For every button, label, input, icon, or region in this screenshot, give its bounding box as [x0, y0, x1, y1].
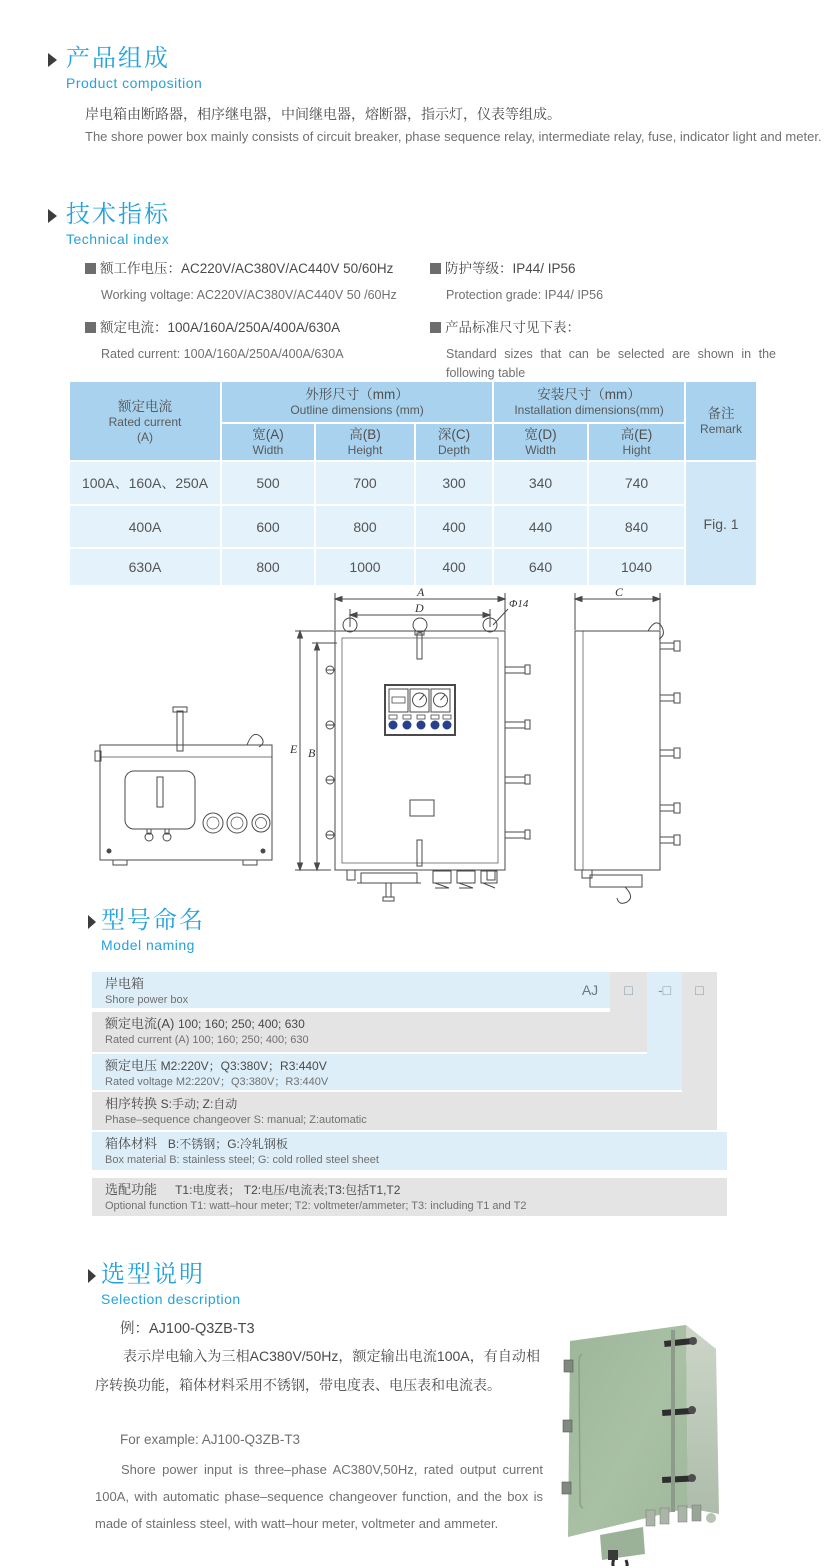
section-marker-icon: [48, 209, 57, 223]
door-knobs: [326, 666, 335, 839]
spec-en-text: Working voltage: AC220V/AC380V/AC440V 50 /60Hz: [101, 288, 397, 302]
code-box-3: □: [695, 982, 704, 998]
cell-height: 700: [316, 462, 414, 504]
selection-desc-cn: 表示岸电输入为三相AC380V/50Hz，额定输出电流100A，有自动相序转换功能，箱体材料采用不锈钢，带电度表、电压表和电流表。: [95, 1348, 540, 1393]
cell-remark: Fig. 1: [686, 462, 756, 585]
box-side-face: [686, 1325, 719, 1514]
cell-depth: 400: [416, 549, 492, 585]
naming-row-box-material: 箱体材料 B:不锈钢；G:冷轧钢板 Box material B: stainless steel; G: cold rolled steel sheet: [92, 1132, 727, 1170]
cell-install-width: 440: [494, 506, 587, 547]
model-naming-diagram: [92, 972, 752, 1217]
front-view: [289, 585, 530, 901]
spec-column-right: [430, 259, 775, 396]
naming-row-rated-voltage: 额定电压 M2:220V；Q3:380V；R3:440V Rated voltage M2:220V；Q3:380V；R3:440V: [92, 1054, 682, 1090]
cell-install-width: 640: [494, 549, 587, 585]
dimension-table: [68, 380, 758, 587]
dim-label-d: D: [415, 601, 424, 615]
code-box-2: -□: [657, 982, 672, 998]
dim-label-b: B: [308, 746, 316, 760]
cell-depth: 300: [416, 462, 492, 504]
plan-view: [95, 707, 272, 865]
selection-example-cn: 例：AJ100-Q3ZB-T3: [120, 1321, 255, 1337]
cell-height: 1000: [316, 549, 414, 585]
section-selection-heading: [88, 1262, 241, 1307]
cell-rated-current: 630A: [70, 549, 220, 585]
spec-cn-text: 产品标准尺寸见下表：: [445, 320, 580, 335]
subheader-height-b: 高(B) Height: [316, 424, 414, 460]
section-marker-icon: [88, 1269, 96, 1283]
bullet-square-icon: [85, 322, 96, 333]
spec-item: [430, 259, 775, 305]
dim-label-hole: Φ14: [509, 598, 529, 610]
cell-install-height: 840: [589, 506, 684, 547]
section-model-naming-heading: [88, 908, 205, 953]
naming-row-phase-sequence: 相序转换 S:手动; Z:自动 Phase–sequence changeover S: manual; Z:automatic: [92, 1092, 717, 1130]
spec-item: [85, 318, 430, 364]
section-marker-icon: [48, 53, 57, 67]
code-prefix: AJ: [581, 982, 599, 998]
cell-rated-current: 100A、160A、250A: [70, 462, 220, 504]
subheader-width-a: 宽(A) Width: [222, 424, 314, 460]
group-header-outline: 外形尺寸（mm） Outline dimensions (mm): [222, 382, 492, 422]
section-title-en: Technical index: [66, 231, 170, 248]
spec-item: [430, 318, 775, 383]
side-latches: [660, 641, 680, 845]
door-latches: [505, 665, 530, 839]
bullet-square-icon: [430, 322, 441, 333]
selection-example-en: For example: AJ100-Q3ZB-T3: [120, 1432, 301, 1447]
spec-cn-text: 额定电流：100A/160A/250A/400A/630A: [100, 320, 341, 335]
bullet-square-icon: [85, 263, 96, 274]
spec-cn-text: 额工作电压：AC220V/AC380V/AC440V 50/60Hz: [100, 261, 394, 276]
section-marker-icon: [88, 915, 96, 929]
subheader-height-e: 高(E) Hight: [589, 424, 684, 460]
cell-install-height: 740: [589, 462, 684, 504]
section-title-cn: 产品组成: [66, 45, 170, 72]
subheader-width-d: 宽(D) Width: [494, 424, 587, 460]
naming-row-rated-current: 额定电流(A) 100; 160; 250; 400; 630 Rated current (A) 100; 160; 250; 400; 630: [92, 1012, 647, 1052]
cell-install-height: 1040: [589, 549, 684, 585]
code-box-1: □: [624, 982, 633, 998]
section-title-cn: 型号命名: [101, 907, 205, 934]
side-view: [575, 585, 680, 903]
dim-label-a: A: [417, 585, 425, 599]
table-row: [70, 506, 756, 547]
dim-label-e: E: [290, 742, 298, 756]
cell-install-width: 340: [494, 462, 587, 504]
spec-en-text: Standard sizes that can be selected are shown in the following table: [446, 347, 776, 380]
cell-width: 500: [222, 462, 314, 504]
cell-width: 800: [222, 549, 314, 585]
section-title-cn: 选型说明: [101, 1261, 205, 1288]
meter-panel: [385, 685, 455, 735]
bullet-square-icon: [430, 263, 441, 274]
product-photo: [548, 1292, 812, 1566]
section-title-en: Product composition: [66, 75, 203, 92]
group-header-install: 安装尺寸（mm） Installation dimensions(mm): [494, 382, 684, 422]
subheader-depth-c: 深(C) Depth: [416, 424, 492, 460]
dim-label-c: C: [615, 585, 624, 599]
col-header-remark: 备注 Remark: [686, 382, 756, 460]
cell-width: 600: [222, 506, 314, 547]
table-row: [70, 549, 756, 585]
spec-en-text: Protection grade: IP44/ IP56: [446, 288, 604, 302]
box-front-face: [568, 1325, 688, 1537]
naming-row-optional-function: 选配功能 T1:电度表； T2:电压/电流表;T3:包括T1,T2 Optional function T1: watt–hour meter; T2: voltmeter/ammeter; T3: including T1 and T2: [92, 1178, 727, 1216]
section-title-en: Selection description: [101, 1291, 241, 1308]
spec-item: [85, 259, 430, 305]
spec-en-text: Rated current: 100A/160A/250A/400A/630A: [101, 347, 344, 361]
spec-cn-text: 防护等级：IP44/ IP56: [445, 261, 576, 276]
technical-drawing: [85, 585, 745, 905]
section-technical-index-heading: [48, 202, 170, 247]
col-header-rated-current: 额定电流 Rated current (A): [70, 382, 220, 460]
selection-desc-en: Shore power input is three–phase AC380V,50Hz, rated output current 100A, with automatic phase–sequence changeover function, and the box is made of stainless steel, with watt–hour meter, voltmeter and ammeter.: [95, 1462, 543, 1531]
composition-text-en: The shore power box mainly consists of circuit breaker, phase sequence relay, intermediate relay, fuse, indicator light and meter.: [85, 129, 822, 144]
section-title-cn: 技术指标: [66, 201, 170, 228]
spec-column-left: [85, 259, 430, 377]
section-product-composition-heading: [48, 46, 202, 91]
naming-row-product: 岸电箱 Shore power box: [92, 972, 610, 1008]
table-row: [70, 462, 756, 504]
cell-height: 800: [316, 506, 414, 547]
composition-text-cn: 岸电箱由断路器，相序继电器，中间继电器，熔断器，指示灯，仪表等组成。: [85, 106, 561, 122]
section-title-en: Model naming: [101, 937, 195, 954]
cell-rated-current: 400A: [70, 506, 220, 547]
cell-depth: 400: [416, 506, 492, 547]
